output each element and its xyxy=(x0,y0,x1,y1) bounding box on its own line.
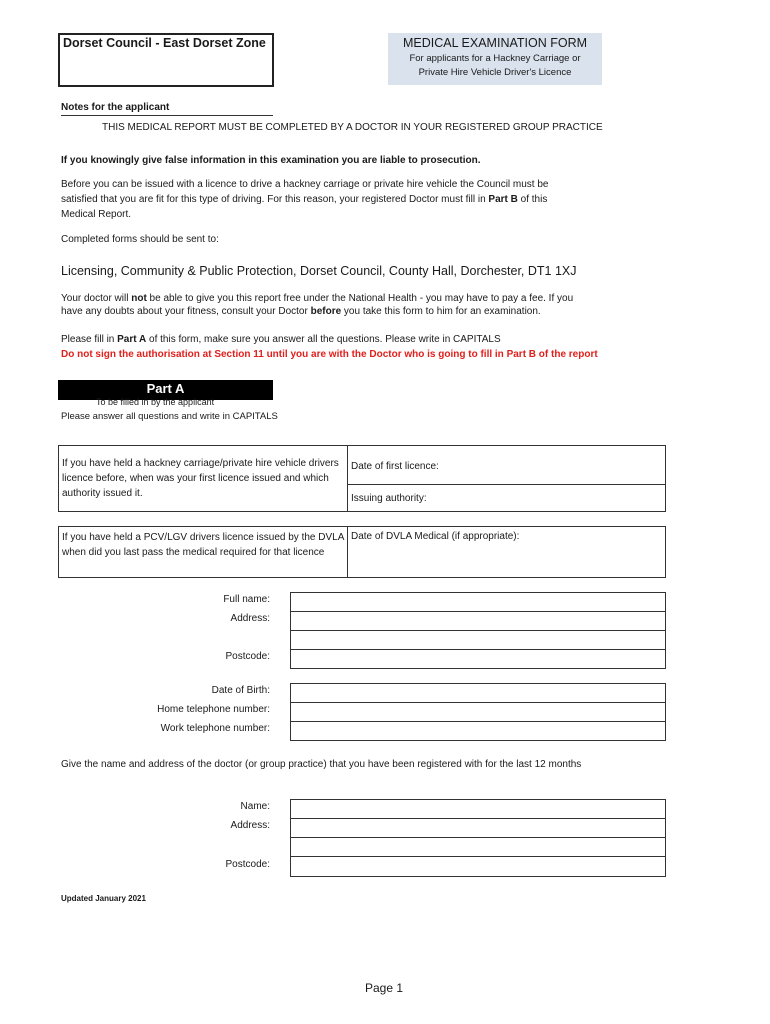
form-title-box xyxy=(388,33,602,85)
dob-field[interactable] xyxy=(290,683,666,703)
work-tel-label: Work telephone number: xyxy=(160,723,270,734)
doctor-address-field-2[interactable] xyxy=(290,837,666,857)
doctor-address-field-1[interactable] xyxy=(290,818,666,838)
intro-line-2b: of this xyxy=(517,194,548,205)
fee-not: not xyxy=(131,293,147,304)
doctor-name-label: Name: xyxy=(240,801,270,812)
fill-instruction xyxy=(61,332,501,347)
sent-to-label: Completed forms should be sent to: xyxy=(61,234,219,245)
q2-date-field[interactable] xyxy=(347,526,666,578)
dob-label: Date of Birth: xyxy=(211,685,270,696)
doctor-name-field[interactable] xyxy=(290,799,666,819)
part-a-instruction: Please answer all questions and write in CAPITALS xyxy=(61,411,278,422)
address-label: Address: xyxy=(230,613,270,624)
work-tel-field[interactable] xyxy=(290,721,666,741)
fee-before: before xyxy=(310,306,342,317)
prosecution-warning: If you knowingly give false information in this examination you are liable to prosecution. xyxy=(61,155,481,166)
fee-line-2 xyxy=(61,305,701,318)
notes-heading: Notes for the applicant xyxy=(61,101,273,116)
updated-date: Updated January 2021 xyxy=(61,894,146,903)
council-box xyxy=(58,33,274,87)
postcode-label: Postcode: xyxy=(225,651,270,662)
doctor-address-label: Address: xyxy=(230,820,270,831)
intro-part-b: Part B xyxy=(488,194,518,205)
q1-question xyxy=(58,445,348,512)
registered-practice-notice: THIS MEDICAL REPORT MUST BE COMPLETED BY A DOCTOR IN YOUR REGISTERED GROUP PRACTICE xyxy=(102,122,603,133)
fill-part-a: Part A xyxy=(117,334,147,345)
council-name: Dorset Council - East Dorset Zone xyxy=(63,36,266,50)
q1-text: If you have held a hackney carriage/private hire vehicle drivers licence before, when was your first licence issued and which authority issued it. xyxy=(62,458,339,499)
q1-authority-label: Issuing authority: xyxy=(351,493,427,504)
fee-line-2b: you take this form to him for an examination. xyxy=(341,306,541,317)
address-field-2[interactable] xyxy=(290,630,666,650)
q2-date-label: Date of DVLA Medical (if appropriate): xyxy=(351,531,520,542)
fee-line-1 xyxy=(61,292,701,305)
form-subtitle-1: For applicants for a Hackney Carriage or xyxy=(409,53,581,64)
fee-line-2a: have any doubts about your fitness, consult your Doctor xyxy=(61,306,311,317)
part-a-title: Part A xyxy=(146,381,185,396)
q2-text: If you have held a PCV/LGV drivers licence issued by the DVLA when did you last pass the medical required for that licence xyxy=(62,532,344,558)
intro-paragraph xyxy=(61,177,681,222)
intro-line-2a: satisfied that you are fit for this type of driving. For this reason, your registered Doctor must fill in xyxy=(61,194,489,205)
council-address: Licensing, Community & Public Protection, Dorset Council, County Hall, Dorchester, DT1 1XJ xyxy=(61,264,577,278)
doctor-instruction: Give the name and address of the doctor (or group practice) that you have been registered with for the last 12 months xyxy=(61,759,582,770)
full-name-label: Full name: xyxy=(223,594,270,605)
intro-line-3: Medical Report. xyxy=(61,209,132,220)
full-name-field[interactable] xyxy=(290,592,666,612)
intro-line-2 xyxy=(61,192,681,207)
q1-date-field[interactable] xyxy=(347,445,666,485)
postcode-field[interactable] xyxy=(290,649,666,669)
fee-line-1a: Your doctor will xyxy=(61,293,132,304)
q1-date-label: Date of first licence: xyxy=(351,461,439,472)
fee-paragraph xyxy=(61,292,701,318)
q1-authority-field[interactable] xyxy=(347,484,666,512)
do-not-sign-warning: Do not sign the authorisation at Section 11 until you are with the Doctor who is going to fill in Part B of the report xyxy=(61,349,598,360)
home-tel-field[interactable] xyxy=(290,702,666,722)
page-number: Page 1 xyxy=(365,981,404,995)
intro-line-1: Before you can be issued with a licence to drive a hackney carriage or private hire vehicle the Council must be xyxy=(61,179,549,190)
address-field-1[interactable] xyxy=(290,611,666,631)
fee-line-1b: be able to give you this report free under the National Health - you may have to pay a fee. If you xyxy=(146,293,574,304)
fill-text-b: of this form, make sure you answer all the questions. Please write in CAPITALS xyxy=(146,334,501,345)
form-title: MEDICAL EXAMINATION FORM xyxy=(402,36,588,50)
form-subtitle-2: Private Hire Vehicle Driver's Licence xyxy=(418,67,572,78)
part-a-subtitle: To be filled in by the applicant xyxy=(96,397,215,407)
home-tel-label: Home telephone number: xyxy=(157,704,270,715)
doctor-postcode-field[interactable] xyxy=(290,856,666,877)
q2-question xyxy=(58,526,348,578)
doctor-postcode-label: Postcode: xyxy=(225,859,270,870)
fill-text-a: Please fill in xyxy=(61,334,118,345)
